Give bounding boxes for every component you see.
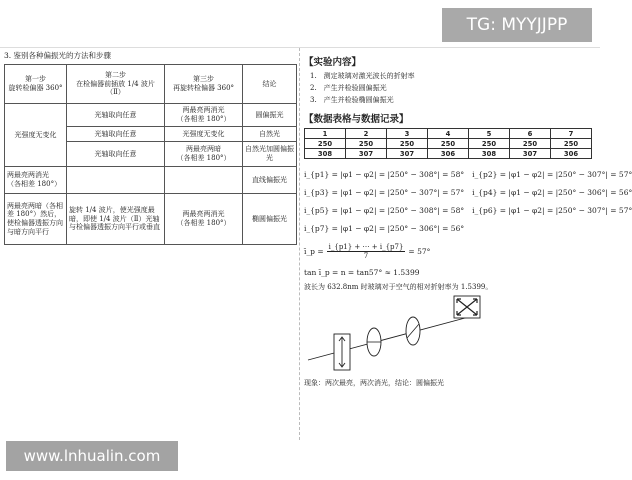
cell: 250	[346, 139, 387, 149]
table-row	[305, 149, 592, 159]
table-row	[5, 104, 297, 127]
analyzer-icon	[406, 317, 420, 345]
data-table	[304, 128, 592, 159]
cell: 308	[469, 149, 510, 159]
steps-header-row	[5, 65, 297, 104]
left-caption: 3. 鉴别各种偏振光的方法和步骤	[4, 51, 112, 60]
table-heading: 【数据表格与数据记录】	[304, 114, 409, 125]
left-column	[4, 50, 296, 245]
cell: 307	[346, 149, 387, 159]
row3-step3: 两最亮两消光 （各相差 180°）	[165, 194, 243, 245]
cell: 5	[469, 129, 510, 139]
equation: i_{p4} = |φ1 − φ2| = |250° − 306°| = 56°	[472, 187, 632, 197]
g1-r2-conclusion: 自然光	[243, 127, 297, 142]
mean-fraction	[327, 243, 406, 260]
g1-r3-step3: 两最亮两暗 （各相差 180°）	[165, 142, 243, 167]
table-row	[305, 139, 592, 149]
content-item: 3. 产生并检验椭圆偏振光	[310, 96, 394, 104]
cell: 306	[551, 149, 592, 159]
observation-text: 现象：两次最亮，两次消光，结论：圆偏振光	[304, 379, 444, 387]
g1-r3-conclusion: 自然光加圆偏振光	[243, 142, 297, 167]
row3-step1: 两最亮两暗（各相差 180°）然后，使检偏器透振方向与暗方向平行	[5, 194, 67, 245]
equations-block	[304, 165, 632, 237]
mean-numerator: i_{p1} + ⋯ + i_{p7}	[328, 243, 404, 251]
cell: 250	[387, 139, 428, 149]
equation: i_{p7} = |φ1 − φ2| = |250° − 306°| = 56°	[304, 223, 465, 233]
mean-equation	[304, 243, 596, 260]
cell: 307	[387, 149, 428, 159]
table-row	[5, 194, 297, 245]
equation: i_{p3} = |φ1 − φ2| = |250° − 307°| = 57°	[304, 187, 465, 197]
equation: i_{p1} = |φ1 − φ2| = |250° − 308°| = 58°	[304, 169, 465, 179]
equation-row	[304, 165, 632, 183]
content-item: 2. 产生并检验圆偏振光	[310, 84, 387, 92]
equation-row	[304, 201, 632, 219]
equation-row	[304, 183, 632, 201]
cell: 250	[428, 139, 469, 149]
mean-denominator: 7	[363, 252, 369, 260]
g1-r1-step3: 两最亮两消光 （各相差 180°）	[165, 104, 243, 127]
cell: 250	[305, 139, 346, 149]
mean-rhs: = 57°	[408, 247, 431, 256]
row3-conclusion: 椭圆偏振光	[243, 194, 297, 245]
cell: 250	[510, 139, 551, 149]
g1-r2-step3: 光强度无变化	[165, 127, 243, 142]
equation: i_{p2} = |φ1 − φ2| = |250° − 307°| = 57°	[472, 169, 632, 179]
cell: 250	[469, 139, 510, 149]
cell: 6	[510, 129, 551, 139]
row2-step3	[165, 167, 243, 194]
steps-table	[4, 64, 297, 245]
header-conclusion: 结论	[243, 65, 297, 104]
equation: i_{p6} = |φ1 − φ2| = |250° − 307°| = 57°	[472, 205, 632, 215]
right-column	[304, 52, 632, 388]
g1-r3-step2: 光轴取向任意	[67, 142, 165, 167]
cell: 4	[428, 129, 469, 139]
g1-r2-step2: 光轴取向任意	[67, 127, 165, 142]
cell: 307	[510, 149, 551, 159]
header-step3: 第三步 再旋转检偏器 360°	[165, 65, 243, 104]
cell: 1	[305, 129, 346, 139]
content-heading: 【实验内容】	[304, 57, 362, 68]
watermark-top-right: TG: MYYJJPP	[442, 8, 592, 42]
cell: 3	[387, 129, 428, 139]
header-step2: 第二步 在检偏器前插放 1/4 波片（Ⅱ）	[67, 65, 165, 104]
row3-step2: 旋转 1/4 波片，使光强度最暗，即使 1/4 波片（Ⅱ）光轴与检偏器透振方向平行或垂直	[67, 194, 165, 245]
cell: 250	[551, 139, 592, 149]
g1-r1-step2: 光轴取向任意	[67, 104, 165, 127]
watermark-bottom-left: www.lnhualin.com	[6, 441, 178, 471]
cell: 308	[305, 149, 346, 159]
polarization-state-icon	[454, 296, 480, 318]
mean-lhs: ī_p =	[304, 247, 324, 256]
cell: 306	[428, 149, 469, 159]
cell: 7	[551, 129, 592, 139]
top-rule	[0, 47, 600, 48]
row2-step2	[67, 167, 165, 194]
row2-conclusion: 直线偏振光	[243, 167, 297, 194]
g1-r1-conclusion: 圆偏振光	[243, 104, 297, 127]
content-item: 1. 测定玻璃对激光波长的折射率	[310, 72, 415, 80]
table-row	[305, 129, 592, 139]
polarization-diagram	[304, 294, 594, 374]
equation: i_{p5} = |φ1 − φ2| = |250° − 308°| = 58°	[304, 205, 465, 215]
polarizer-icon	[334, 334, 350, 370]
cell: 2	[346, 129, 387, 139]
row1-step1: 光强度无变化	[5, 104, 67, 167]
result-text: 波长为 632.8nm 时玻璃对于空气的相对折射率为 1.5399。	[304, 283, 493, 291]
header-step1: 第一步 旋转检偏器 360°	[5, 65, 67, 104]
tan-equation: tan ī_p = n = tan57° ≈ 1.5399	[304, 268, 420, 277]
row2-step1: 两最亮两消光 （各相差 180°）	[5, 167, 67, 194]
equation-row	[304, 219, 596, 237]
table-row	[5, 167, 297, 194]
quarter-wave-plate-icon	[367, 328, 381, 356]
column-divider	[299, 48, 300, 440]
